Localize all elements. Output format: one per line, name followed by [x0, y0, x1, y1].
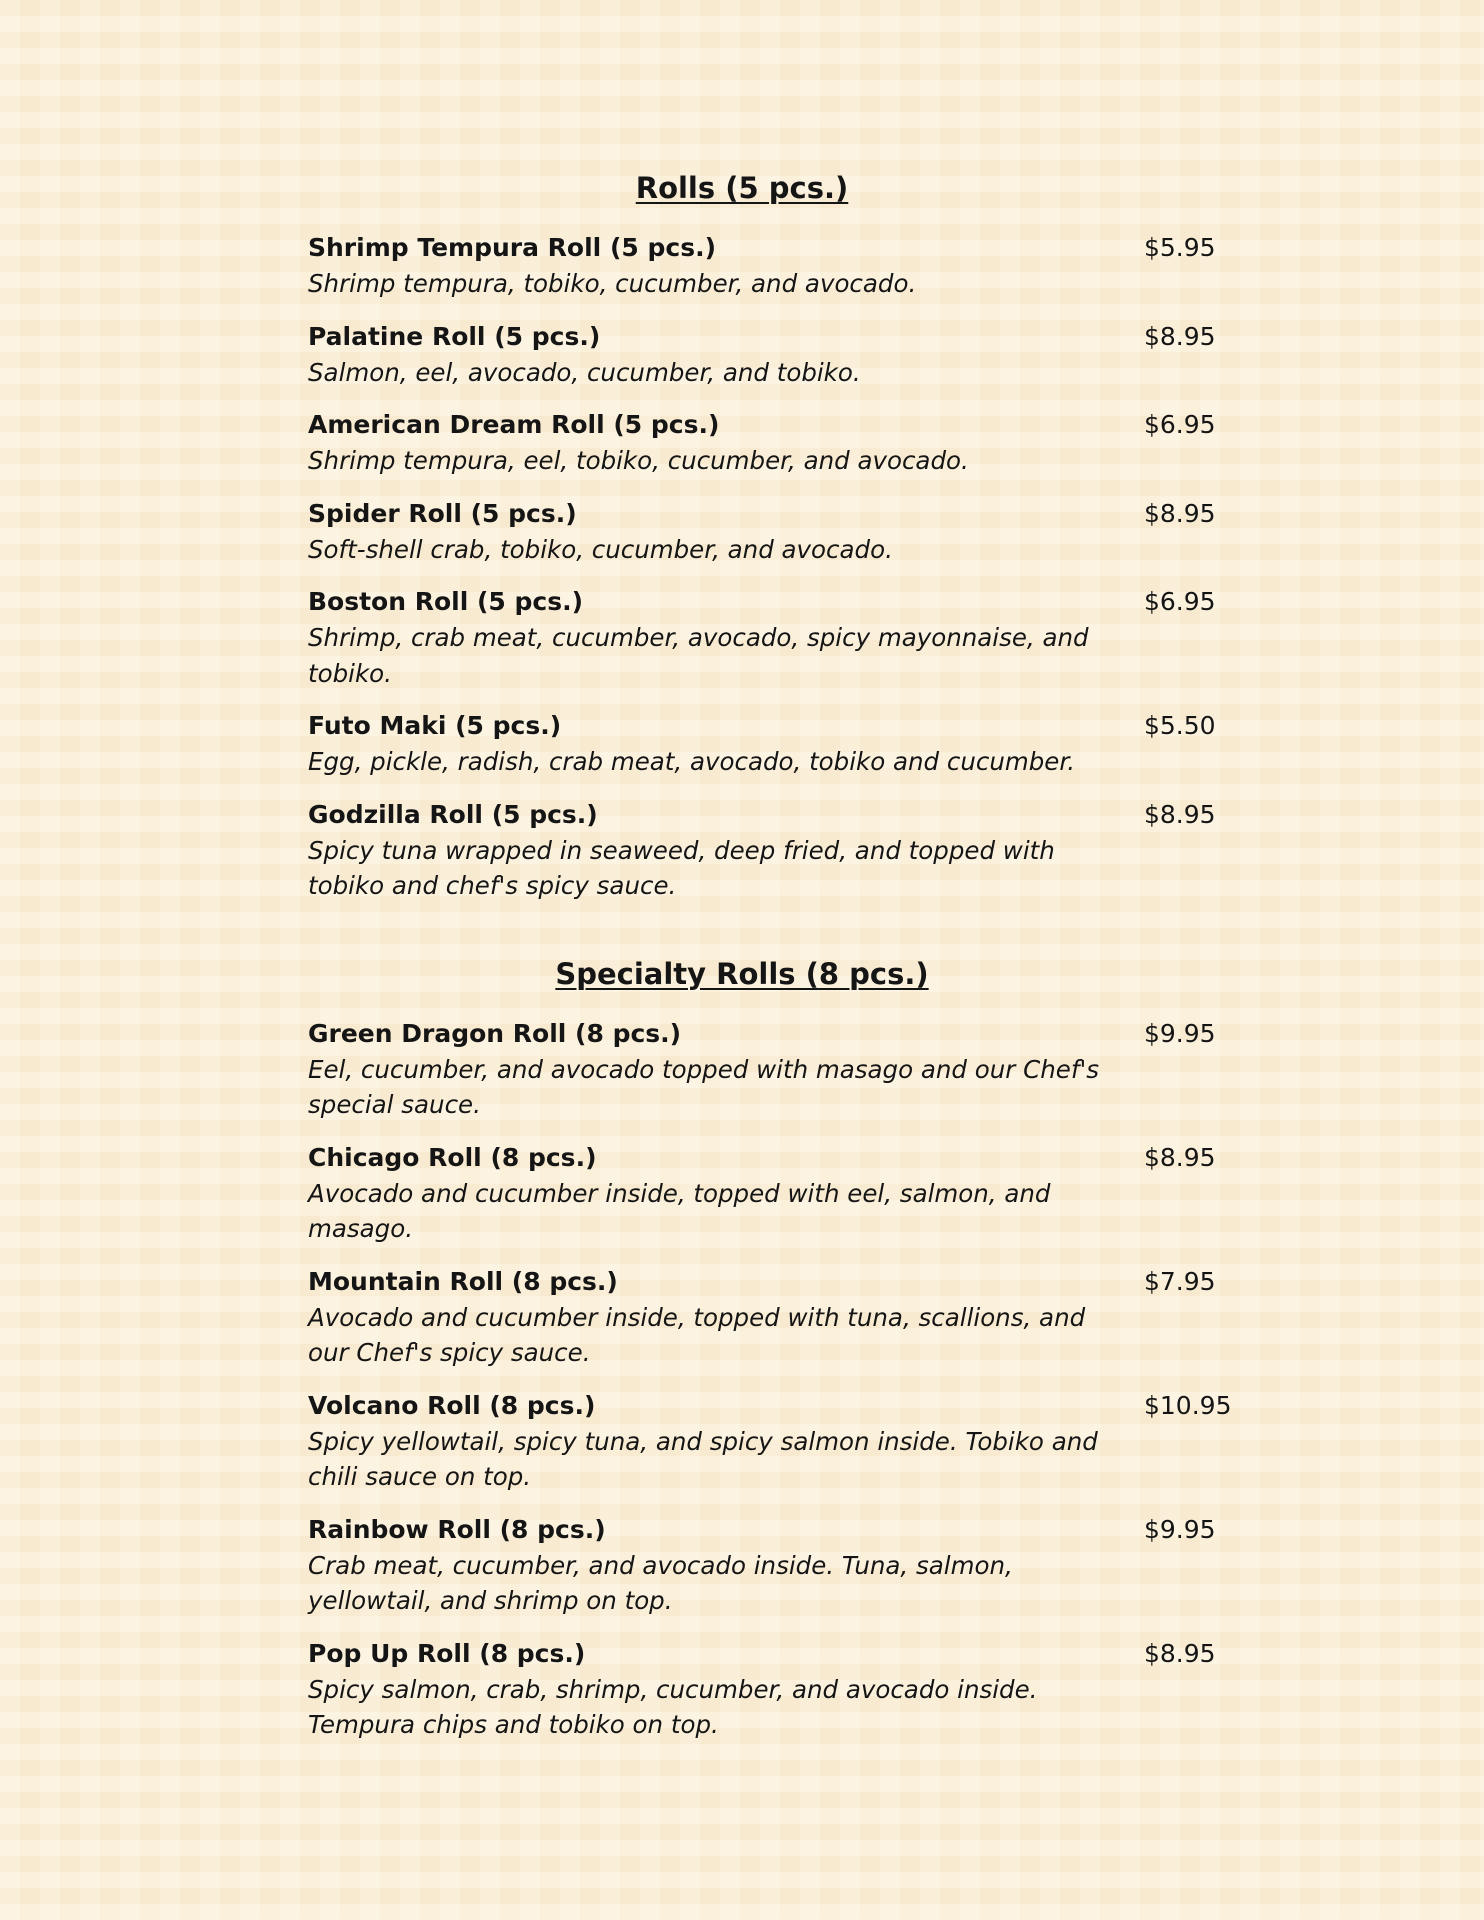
- menu-item-price: $8.95: [1144, 1142, 1216, 1172]
- menu-item: [308, 230, 1308, 302]
- menu-item: [308, 1264, 1308, 1371]
- menu-item-name: Chicago Roll (8 pcs.): [308, 1142, 597, 1172]
- menu-item-description: Spicy salmon, crab, shrimp, cucumber, and avocado inside. Tempura chips and tobiko on top.: [308, 1674, 1038, 1739]
- menu-item-text: [308, 407, 1120, 479]
- menu-item-name: Palatine Roll (5 pcs.): [308, 321, 601, 351]
- menu-item-text: [308, 230, 1120, 302]
- rolls-section: [308, 166, 1308, 904]
- menu-item-text: [308, 1512, 1120, 1619]
- menu-item-price: $8.95: [1144, 799, 1216, 829]
- menu-item-text: [308, 1264, 1120, 1371]
- menu-item-text: [308, 1388, 1120, 1495]
- menu-items: [308, 1016, 1308, 1743]
- menu-item-name: Green Dragon Roll (8 pcs.): [308, 1018, 682, 1048]
- menu-item-price: $9.95: [1144, 1018, 1216, 1048]
- menu-item-description: Eel, cucumber, and avocado topped with masago and our Chef's special sauce.: [308, 1054, 1099, 1119]
- menu-item-text: [308, 1016, 1120, 1123]
- menu-item-price: $9.95: [1144, 1514, 1216, 1544]
- menu-item-price: $6.95: [1144, 410, 1216, 439]
- menu-item-price: $8.95: [1144, 1638, 1216, 1668]
- menu-item-description: Shrimp tempura, eel, tobiko, cucumber, and avocado.: [308, 446, 969, 475]
- menu-item-price: $5.50: [1144, 711, 1216, 740]
- menu-item-text: [308, 584, 1120, 691]
- menu-item-text: [308, 1140, 1120, 1247]
- menu-item-price: $10.95: [1144, 1390, 1232, 1420]
- menu-item-price: $6.95: [1144, 587, 1216, 616]
- menu-item-name: Mountain Roll (8 pcs.): [308, 1266, 618, 1296]
- menu-item-description: Avocado and cucumber inside, topped with eel, salmon, and masago.: [308, 1178, 1051, 1243]
- section-title: Rolls (5 pcs.): [635, 171, 849, 205]
- menu-item-description: Avocado and cucumber inside, topped with tuna, scallions, and our Chef's spicy sauce.: [308, 1302, 1086, 1367]
- menu-item: [308, 797, 1308, 904]
- menu-item-name: American Dream Roll (5 pcs.): [308, 410, 720, 439]
- menu-item-name: Pop Up Roll (8 pcs.): [308, 1638, 586, 1668]
- menu-item-text: [308, 797, 1120, 904]
- menu-item: [308, 1140, 1308, 1247]
- menu-item-description: Salmon, eel, avocado, cucumber, and tobiko.: [308, 357, 861, 387]
- menu-item: [308, 1512, 1308, 1619]
- menu-item-price: $8.95: [1144, 321, 1216, 351]
- menu-item-name: Boston Roll (5 pcs.): [308, 587, 584, 616]
- menu-item: [308, 1016, 1308, 1123]
- menu-item: [308, 1636, 1308, 1743]
- menu-items: [308, 230, 1308, 904]
- menu-item-description: Shrimp tempura, tobiko, cucumber, and avocado.: [308, 269, 917, 298]
- menu-item-name: Godzilla Roll (5 pcs.): [308, 799, 598, 829]
- menu-item-name: Spider Roll (5 pcs.): [308, 498, 577, 528]
- section-title: Specialty Rolls (8 pcs.): [555, 956, 929, 991]
- menu-item-description: Soft-shell crab, tobiko, cucumber, and avocado.: [308, 534, 893, 564]
- menu-item-description: Spicy tuna wrapped in seaweed, deep fried, and topped with tobiko and chef's spicy sauce.: [308, 835, 1055, 900]
- menu-item: [308, 496, 1308, 568]
- menu-item-text: [308, 1636, 1120, 1743]
- menu-item: [308, 584, 1308, 691]
- menu-item: [308, 1388, 1308, 1495]
- menu-item-text: [308, 708, 1120, 780]
- specialty-rolls-section: [308, 952, 1308, 1743]
- menu-item-price: $8.95: [1144, 498, 1216, 528]
- menu-item-name: Shrimp Tempura Roll (5 pcs.): [308, 233, 716, 262]
- menu-item: [308, 708, 1308, 780]
- menu-item-description: Crab meat, cucumber, and avocado inside. Tuna, salmon, yellowtail, and shrimp on top.: [308, 1550, 1013, 1615]
- menu-item: [308, 407, 1308, 479]
- menu-item-text: [308, 319, 1120, 391]
- menu-item-description: Spicy yellowtail, spicy tuna, and spicy salmon inside. Tobiko and chili sauce on top.: [308, 1426, 1098, 1491]
- menu-item-name: Rainbow Roll (8 pcs.): [308, 1514, 606, 1544]
- menu-item-name: Futo Maki (5 pcs.): [308, 711, 562, 740]
- menu-item-text: [308, 496, 1120, 568]
- menu-item-description: Egg, pickle, radish, crab meat, avocado, tobiko and cucumber.: [308, 747, 1075, 776]
- menu-item-name: Volcano Roll (8 pcs.): [308, 1390, 596, 1420]
- menu-item: [308, 319, 1308, 391]
- menu-item-price: $5.95: [1144, 233, 1216, 262]
- menu: [308, 166, 1308, 1760]
- menu-item-price: $7.95: [1144, 1266, 1216, 1296]
- menu-item-description: Shrimp, crab meat, cucumber, avocado, spicy mayonnaise, and tobiko.: [308, 623, 1089, 688]
